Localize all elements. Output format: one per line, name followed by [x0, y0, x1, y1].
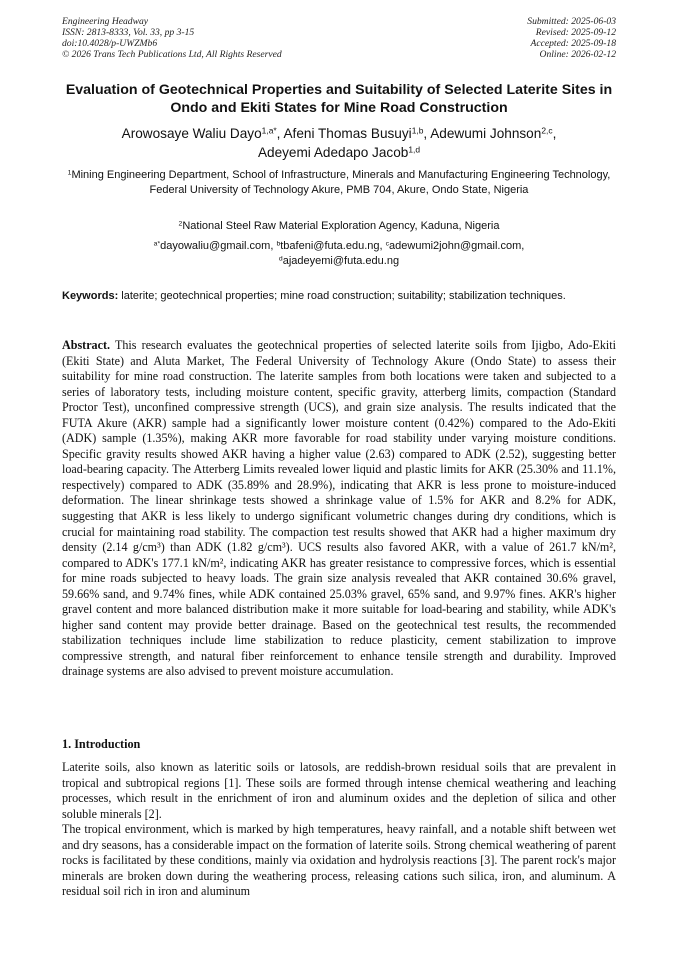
email: $^c$adewumi2john@gmail.com,	[385, 240, 525, 252]
author-list	[62, 124, 616, 162]
publication-dates	[527, 16, 616, 60]
body-paragraph-1: Laterite soils, also known as lateritic soils or latosols, are reddish-brown residual soils that are prevalent in tropical and subtropical regions [1]. These soils are formed through intense chemical weathering and leaching processes, which result in the enrichment of iron and aluminum oxides and the depletion of silica and other soluble minerals [2].	[62, 760, 616, 821]
abstract-label: Abstract.	[62, 338, 111, 352]
author: Adewumi Johnson$^{2,c}$,	[430, 125, 557, 141]
email: $^{a*}$dayowaliu@gmail.com,	[153, 240, 277, 252]
email-list	[62, 239, 616, 268]
journal-name: Engineering Headway	[62, 16, 149, 27]
keywords	[62, 289, 616, 304]
revised-date: Revised: 2025-09-12	[535, 27, 616, 38]
author: Afeni Thomas Busuyi$^{1,b}$,	[283, 125, 431, 141]
abstract-text: This research evaluates the geotechnical properties of selected laterite soils from Ijigbo, Ado-Ekiti (Ekiti State) and Aluta Market, The Federal University of Technology Akure (Ondo State) to assess their suitability for mine road construction. The laterite samples from both locations were taken and subjected to a series of laboratory tests, including moisture content, specific gravity, atterberg limits, compaction (Standard Proctor Test), unconfined compressive strength (UCS), and grain size analysis. The results indicated that the FUTA Akure (AKR) sample had a significantly lower moisture content (0.42%) compared to the Ado-Ekiti (ADK) sample (1.35%), making AKR more favorable for road stability under varying moisture conditions. Specific gravity results showed AKR having a higher value (2.63) compared to ADK (2.52), suggesting better load-bearing capacity. The Atterberg Limits revealed lower liquid and plastic limits for AKR (25.30% and 11.1%, respectively) compared to ADK (35.89% and 28.9%), indicating that AKR is less prone to moisture-induced deformation. The linear shrinkage tests showed a shrinkage value of 1.5% for AKR and 8.2% for ADK, suggesting that AKR is less likely to undergo significant volumetric changes during dry conditions, which is crucial for maintaining road stability. The compaction test results showed that AKR had a higher maximum dry density (2.14 g/cm³) than ADK (1.82 g/cm³). UCS results also favored AKR, with a value of 261.7 kN/m², compared to ADK's 177.1 kN/m², indicating AKR has greater resistance to compressive forces, which is essential for mine roads subjected to heavy loads. The grain size analysis revealed that AKR contained 30.6% gravel, 59.66% sand, and 9.74% fines, while ADK contained 25.03% gravel, 65% sand, and 9.97% fines. AKR's higher gravel content and more balanced distribution make it more suitable for load-bearing and stability, while ADK's higher sand content may provide better drainage. Based on the geotechnical test results, the recommended stabilization techniques include lime stabilization to reduce plasticity, cement stabilization to improve compressive strength, and natural fiber reinforcement to enhance tensile strength and durability. Improved drainage systems are also advised to prevent moisture accumulation.	[62, 338, 616, 679]
accepted-date: Accepted: 2025-09-18	[530, 38, 616, 49]
keywords-text: laterite; geotechnical properties; mine road construction; suitability; stabilization techniques.	[118, 290, 566, 302]
abstract	[62, 338, 616, 680]
section-heading: 1. Introduction	[62, 737, 141, 751]
email: $^d$ajadeyemi@futa.edu.ng	[278, 254, 400, 267]
journal-header	[62, 16, 282, 60]
paper-title: Evaluation of Geotechnical Properties and Suitability of Selected Laterite Sites in Ondo and Ekiti States for Mine Road Construction	[65, 82, 613, 116]
affiliation-1: $^1$Mining Engineering Department, School of Infrastructure, Minerals and Manufacturing Engineering Technology, Federal University of Technology Akure, PMB 704, Akure, Ondo State, Nigeria	[67, 169, 611, 196]
email: $^b$tbafeni@futa.edu.ng,	[276, 240, 386, 252]
keywords-label: Keywords:	[62, 290, 119, 302]
doi: doi:10.4028/p-UWZMb6	[62, 38, 158, 49]
submitted-date: Submitted: 2025-06-03	[527, 16, 616, 27]
body-paragraph-2: The tropical environment, which is marked by high temperatures, heavy rainfall, and a notable shift between wet and dry seasons, has a considerable impact on the formation of laterite soils. Strong chemical weathering of parent rocks is facilitated by these conditions, mainly via oxidation and hydrolysis reactions [3]. The parent rock's major minerals are broken down during the weathering process, releasing cations such silica, iron, and aluminum. A residual soil rich in iron and aluminum	[62, 822, 616, 899]
copyright: © 2026 Trans Tech Publications Ltd, All Rights Reserved	[62, 49, 282, 60]
author: Adeyemi Adedapo Jacob$^{1,d}$	[257, 144, 421, 160]
online-date: Online: 2026-02-12	[539, 49, 616, 60]
author: Arowosaye Waliu Dayo$^{1,a*}$,	[121, 125, 284, 141]
affiliation-2: $^2$National Steel Raw Material Exploration Agency, Kaduna, Nigeria	[178, 220, 500, 232]
issn-volume: ISSN: 2813-8333, Vol. 33, pp 3-15	[62, 27, 195, 38]
